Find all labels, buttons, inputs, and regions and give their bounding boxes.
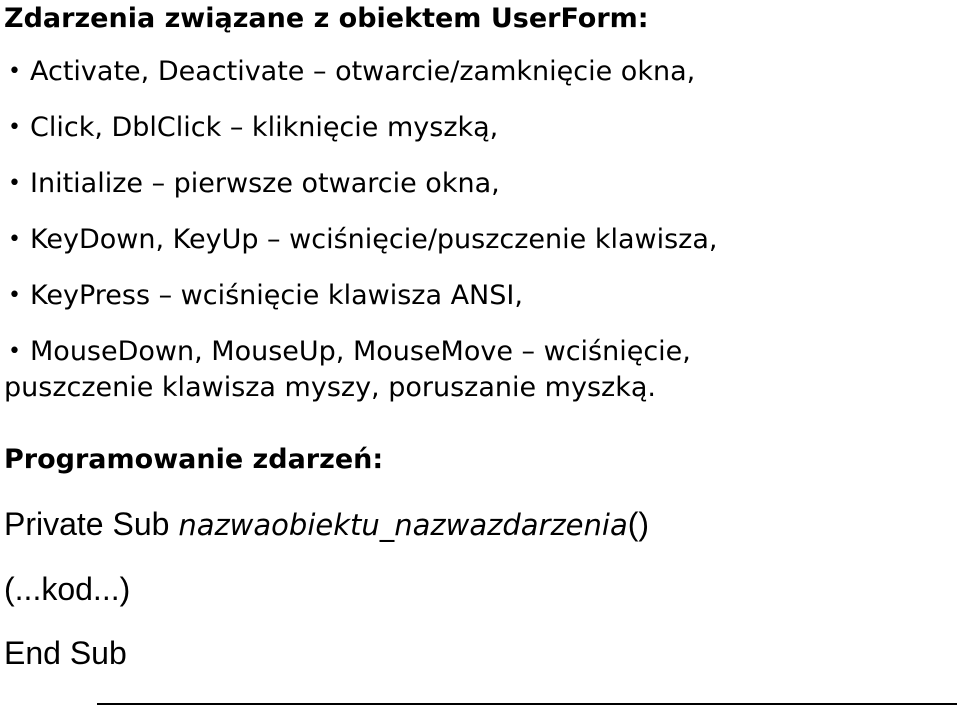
event-text: KeyDown, KeyUp – wciśnięcie/puszczenie klawisza, [30,224,718,255]
event-text: KeyPress – wciśnięcie klawisza ANSI, [30,280,523,311]
list-item [0,167,960,223]
bullet-icon: • [8,227,21,252]
bullet-icon: • [8,283,21,308]
bullet-icon: • [8,339,21,364]
code-keyword: Private Sub [4,506,179,542]
event-text: Initialize – pierwsze otwarcie okna, [30,168,500,199]
event-list [0,55,960,407]
footer-divider [97,703,957,705]
code-procedure-name: nazwaobiektu_nazwazdarzenia [178,508,628,542]
code-line-sub-declaration [4,505,649,544]
list-item [0,223,960,279]
bullet-icon: • [8,171,21,196]
code-parentheses: () [627,506,650,542]
bullet-icon: • [8,115,21,140]
event-text: Activate, Deactivate – otwarcie/zamknięcie okna, [30,56,696,87]
bullet-icon: • [8,59,21,84]
list-item [0,335,960,407]
event-text: Click, DblClick – kliknięcie myszką, [30,112,499,143]
event-text: MouseDown, MouseUp, MouseMove – wciśnięcie, [30,336,691,367]
programming-heading: Programowanie zdarzeń: [4,444,384,475]
event-text-continuation: puszczenie klawisza myszy, poruszanie myszką. [4,372,656,403]
code-line-body: (...kod...) [4,571,131,607]
list-item [0,55,960,111]
list-item [0,111,960,167]
list-item [0,279,960,335]
code-line-end-sub: End Sub [4,635,127,671]
events-heading: Zdarzenia związane z obiektem UserForm: [4,3,649,34]
